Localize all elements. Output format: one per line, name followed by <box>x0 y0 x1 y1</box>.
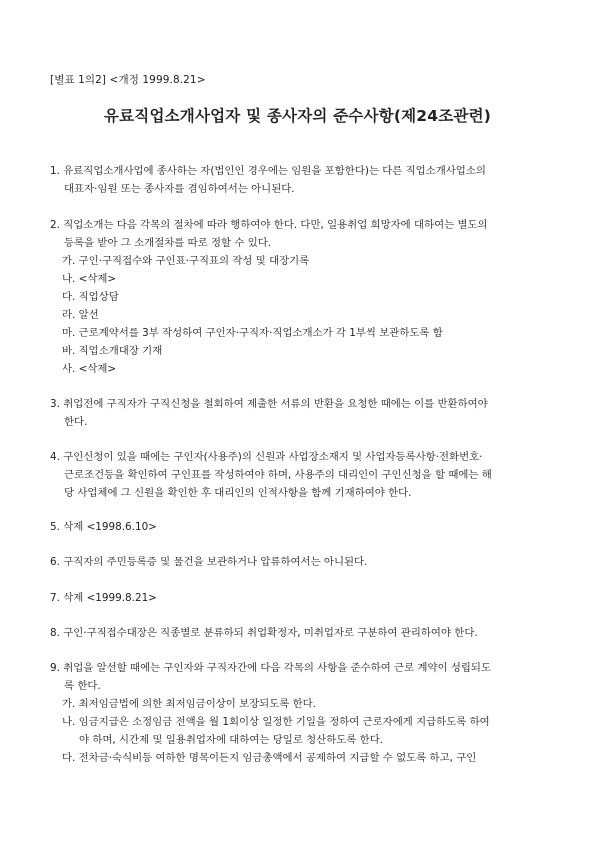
item-6-line-1: 6. 구직자의 주민등록증 및 물건을 보관하거나 압류하여서는 아니된다. <box>50 556 368 568</box>
item-9-sub-1: 가. 최저임금법에 의한 최저임금이상이 보장되도록 한다. <box>62 698 316 710</box>
item-2-sub-1: 가. 구인·구직접수와 구인표·구직표의 작성 및 대장기록 <box>62 255 310 267</box>
item-3-line-1: 3. 취업전에 구직자가 구직신청을 철회하여 제출한 서류의 반환을 요청한 때에는 이를 반환하여야 <box>50 398 488 410</box>
item-2-sub-7: 사. <삭제> <box>62 363 117 375</box>
document-header: [별표 1의2] <개정 1999.8.21> <box>50 74 206 86</box>
item-2-sub-5: 마. 근로계약서를 3부 작성하여 구인자·구직자·직업소개소가 각 1부씩 보관하도록 함 <box>62 327 443 339</box>
item-2-sub-3: 다. 직업상담 <box>62 291 119 303</box>
item-2-line-1: 2. 직업소개는 다음 각목의 절차에 따라 행하여야 한다. 다만, 일용취업 희망자에 대하여는 별도의 <box>50 219 488 231</box>
item-4-line-3: 당 사업체에 그 신원을 확인한 후 대리인의 인적사항을 함께 기재하여야 한다. <box>64 487 412 499</box>
item-9-sub-2: 나. 임금지급은 소정임금 전액을 월 1회이상 일정한 기일을 정하여 근로자에게 지급하도록 하여 <box>62 716 490 728</box>
item-9-sub-3: 다. 전차금·숙식비등 여하한 명목이든지 임금총액에서 공제하여 지급할 수 없도록 하고, 구인 <box>62 752 477 764</box>
item-2-sub-4: 라. 알선 <box>62 309 99 321</box>
item-4-line-2: 근로조건등을 확인하여 구인표를 작성하여야 하며, 사용주의 대리인이 구인신청을 할 때에는 해 <box>64 469 492 481</box>
item-9-line-1: 9. 취업을 알선할 때에는 구인자와 구직자간에 다음 각목의 사항을 준수하여 근로 계약이 성립되도 <box>50 662 492 674</box>
item-5-line-1: 5. 삭제 <1998.6.10> <box>50 521 157 533</box>
item-9-line-2: 록 한다. <box>64 680 101 692</box>
item-2-sub-2: 나. <삭제> <box>62 273 117 285</box>
item-3-line-2: 한다. <box>64 416 88 428</box>
item-4-line-1: 4. 구인신청이 있을 때에는 구인자(사용주)의 신원과 사업장소재지 및 사업자등록사항·전화번호· <box>50 451 483 463</box>
item-2-sub-6: 바. 직업소개대장 기재 <box>62 345 163 357</box>
item-1-line-1: 1. 유료직업소개사업에 종사하는 자(법인인 경우에는 임원을 포함한다)는 다른 직업소개사업소의 <box>50 165 486 177</box>
item-7-line-1: 7. 삭제 <1999.8.21> <box>50 592 157 604</box>
item-2-line-2: 등록을 받아 그 소개절차를 따로 정할 수 있다. <box>64 237 272 249</box>
item-8-line-1: 8. 구인·구직접수대장은 직종별로 분류하되 취업확정자, 미취업자로 구분하여 관리하여야 한다. <box>50 627 478 639</box>
item-9-sub-2-cont: 야 하며, 시간제 및 일용취업자에 대하여는 당일로 청산하도록 한다. <box>79 734 384 746</box>
item-1-line-2: 대표자·임원 또는 종사자를 겸임하여서는 아니된다. <box>64 183 295 195</box>
document-title: 유료직업소개사업자 및 종사자의 준수사항(제24조관련) <box>103 107 492 125</box>
